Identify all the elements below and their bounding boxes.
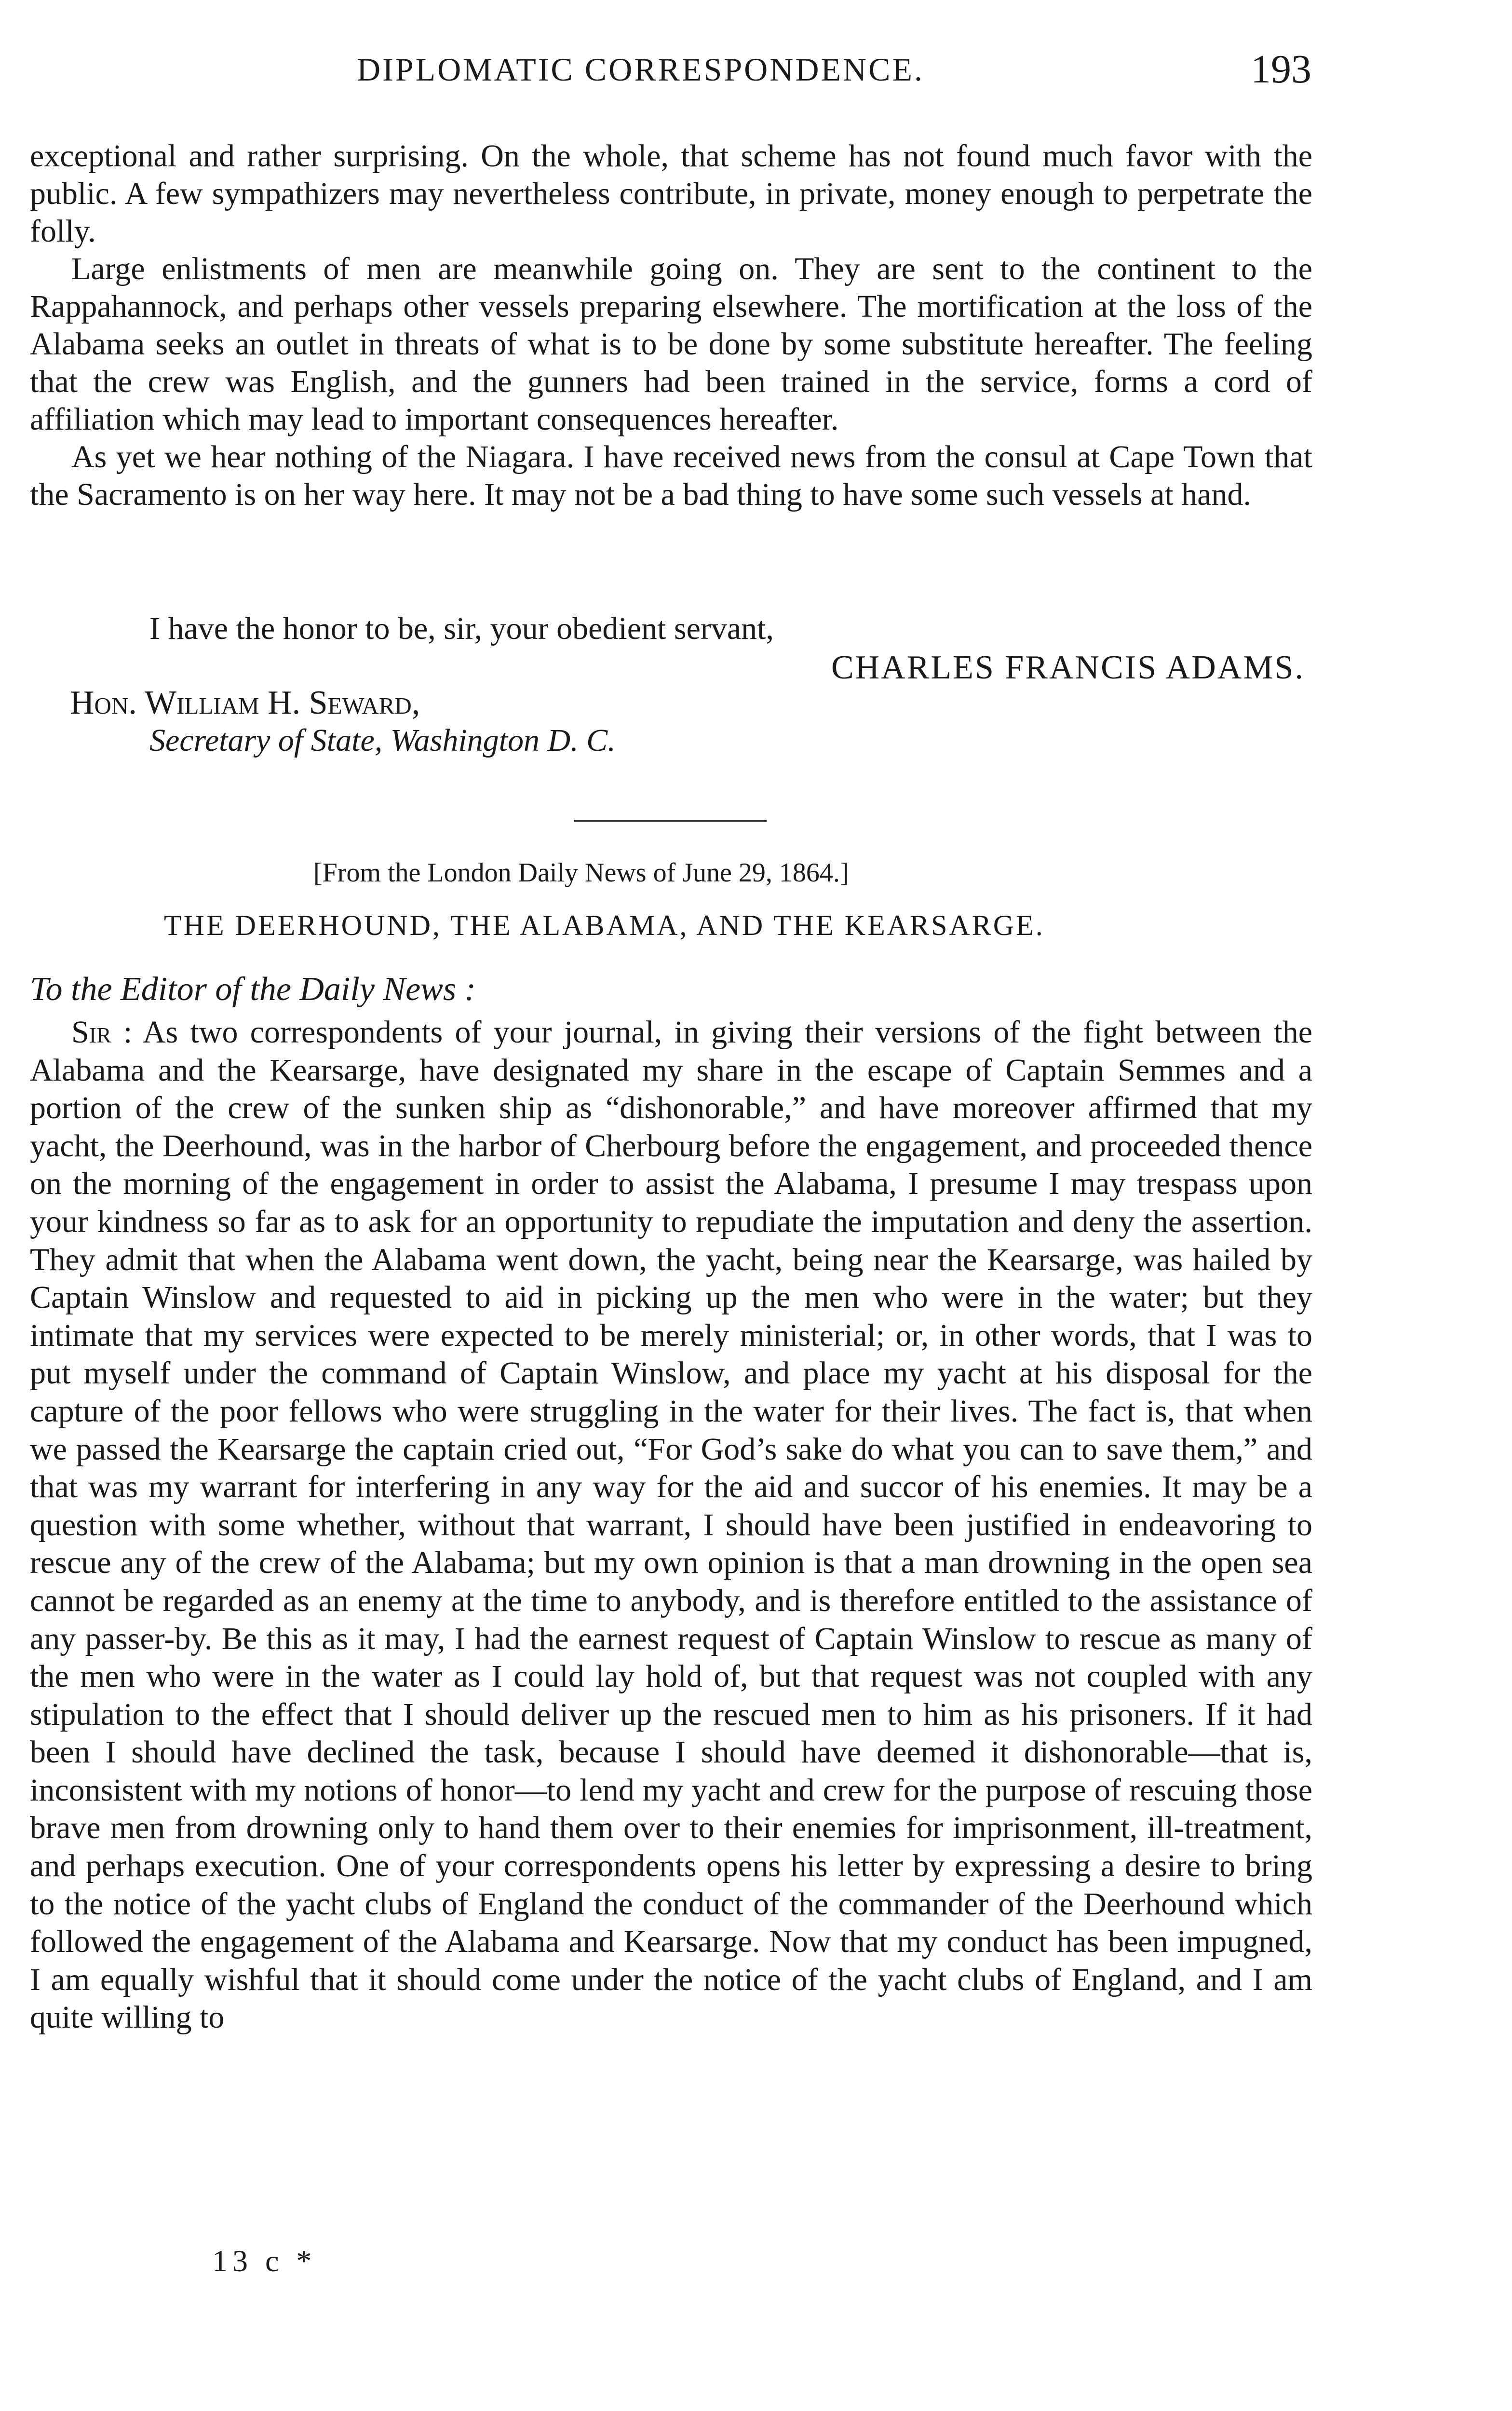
body-text: As two correspondents of your journal, in giving their versions of the fight between the Alabama and the Kearsarge, have designated my share in the escape of Captain Semmes and a portion of the crew of the sunken ship as “dishonorable,” and have moreover affirmed that my yacht, the Deerhound, was in the harbor of Cherbourg before the engagement, and proceeded thence on the morning of the engagement in order to assist the Alabama, I presume I may trespass upon your kindness so far as to ask for an opportunity to repudiate the imputation and deny the assertion. They admit that when the Alabama went down, the yacht, being near the Kearsarge, was hailed by Captain Winslow and requested to aid in picking up the men who were in the water; but they intimate that my services were expected to be merely ministerial; or, in other words, that I was to put myself under the command of Captain Winslow, and place my yacht at his disposal for the capture of the poor fellows who were struggling in the water for their lives. The fact is, that when we passed the Kearsarge the captain cried out, “For God’s sake do what you can to save them,” and that was my warrant for interfering in any way for the aid and succor of his enemies. It may be a question with some whether, without that warrant, I should have been justified in endeavoring to rescue any of the crew of the Alabama; but my own opinion is that a man drowning in the open sea cannot be regarded as an enemy at the time to anybody, and is therefore entitled to the assistance of any passer-by. Be this as it may, I had the earnest request of Captain Winslow to rescue as many of the men who were in the water as I could lay hold of, but that request was not coupled with any stipulation to the effect that I should deliver up the rescued men to him as his prisoners. If it had been I should have declined the task, because I should have deemed it dishonorable—that is, inconsistent with my notions of honor—to lend my yacht and crew for the purpose of rescuing those brave men from drowning only to hand them over to their enemies for imprisonment, ill-treatment, and perhaps execution. One of your correspondents opens his letter by expressing a desire to bring to the notice of the yacht clubs of England the conduct of the commander of the Deerhound which followed the engagement of the Alabama and Kearsarge. Now that my conduct has been impugned, I am equally wishful that it should come under the notice of the yacht clubs of England, and I am quite willing to (30, 1015, 1313, 2035)
article-title: THE DEERHOUND, THE ALABAMA, AND THE KEARSARGE. (164, 909, 1045, 941)
letter-signature: CHARLES FRANCIS ADAMS. (831, 649, 1305, 686)
body-lead: Sir : (71, 1015, 133, 1050)
article-salutation: To the Editor of the Daily News : (30, 971, 476, 1008)
article-body (30, 1014, 1312, 2037)
signature-mark: 13 c * (212, 2244, 317, 2278)
page-header (29, 46, 1311, 99)
letter-continuation (30, 137, 1312, 514)
addressee-name: Hon. William H. Seward, (70, 684, 420, 721)
letter-paragraph: Large enlistments of men are meanwhile going on. They are sent to the continent to the Rappahannock, and perhaps other vessels preparing elsewhere. The mortification at the loss of the Alabama seeks an outlet in threats of what is to be done by some substitute hereafter. The feeling that the crew was English, and the gunners had been trained in the service, forms a cord of affiliation which may lead to important consequences hereafter. (30, 251, 1312, 437)
article-paragraph (30, 1014, 1312, 2037)
page-number: 193 (1251, 47, 1311, 92)
section-divider (574, 820, 767, 822)
running-title: DIPLOMATIC CORRESPONDENCE. (357, 51, 924, 88)
letter-paragraph: exceptional and rather surprising. On the whole, that scheme has not found much favor with the public. A few sympathizers may nevertheless contribute, in private, money enough to perpetrate the folly. (30, 138, 1312, 249)
addressee-title: Secretary of State, Washington D. C. (149, 723, 616, 758)
letter-paragraph: As yet we hear nothing of the Niagara. I have received news from the consul at Cape Town that the Sacramento is on her way here. It may not be a bad thing to have some such vessels at hand. (30, 439, 1312, 512)
letter-closing: I have the honor to be, sir, your obedient servant, (149, 611, 774, 646)
article-source: [From the London Daily News of June 29, 1864.] (313, 858, 849, 888)
